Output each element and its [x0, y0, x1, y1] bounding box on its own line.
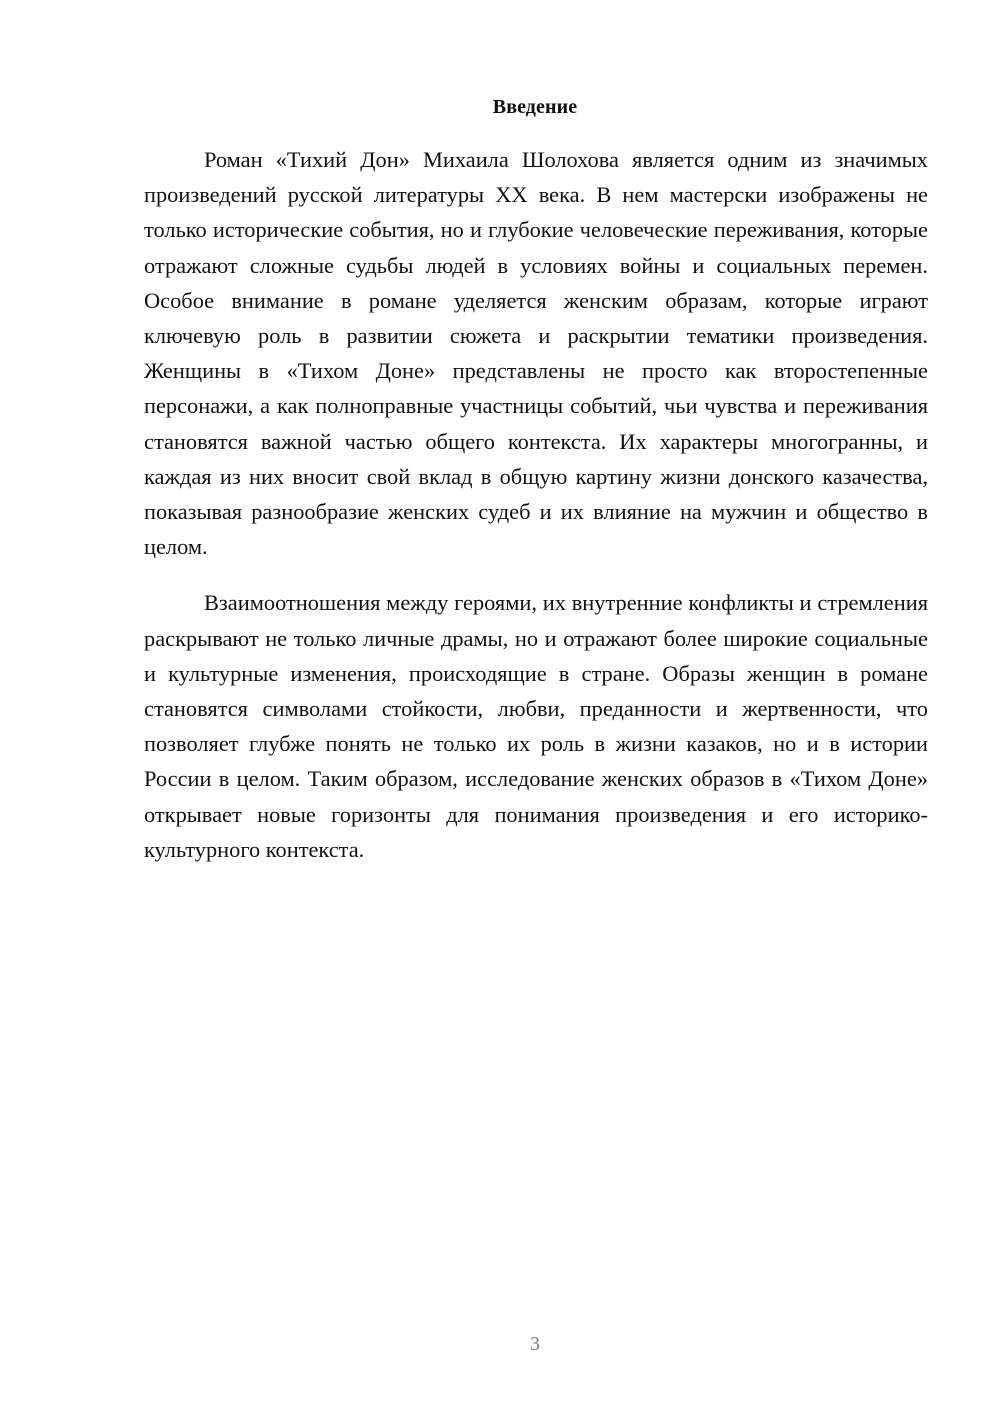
paragraph-1: Роман «Тихий Дон» Михаила Шолохова является одним из значимых произведений русской литературы XX века. В нем мастерски изображены не только исторические события, но и глубокие человеческие переживания, которые отражают сложные судьбы людей в условиях войны и социальных перемен. Особое внимание в романе уделяется женским образам, которые играют ключевую роль в развитии сюжета и раскрытии тематики произведения. Женщины в «Тихом Доне» представлены не просто как второстепенные персонажи, а как полноправные участницы событий, чьи чувства и переживания становятся важной частью общего контекста. Их характеры многогранны, и каждая из них вносит свой вклад в общую картину жизни донского казачества, показывая разнообразие женских судеб и их влияние на мужчин и общество в целом. — [144, 147, 928, 560]
section-heading: Введение — [492, 96, 578, 118]
body-text — [144, 142, 928, 867]
page-number: 3 — [530, 1333, 540, 1355]
paragraph-2: Взаимоотношения между героями, их внутренние конфликты и стремления раскрывают не только личные драмы, но и отражают более широкие социальные и культурные изменения, происходящие в стране. Образы женщин в романе становятся символами стойкости, любви, преданности и жертвенности, что позволяет глубже понять не только их роль в жизни казаков, но и в истории России в целом. Таким образом, исследование женских образов в «Тихом Доне» открывает новые горизонты для понимания произведения и его историко-культурного контекста. — [144, 590, 928, 862]
